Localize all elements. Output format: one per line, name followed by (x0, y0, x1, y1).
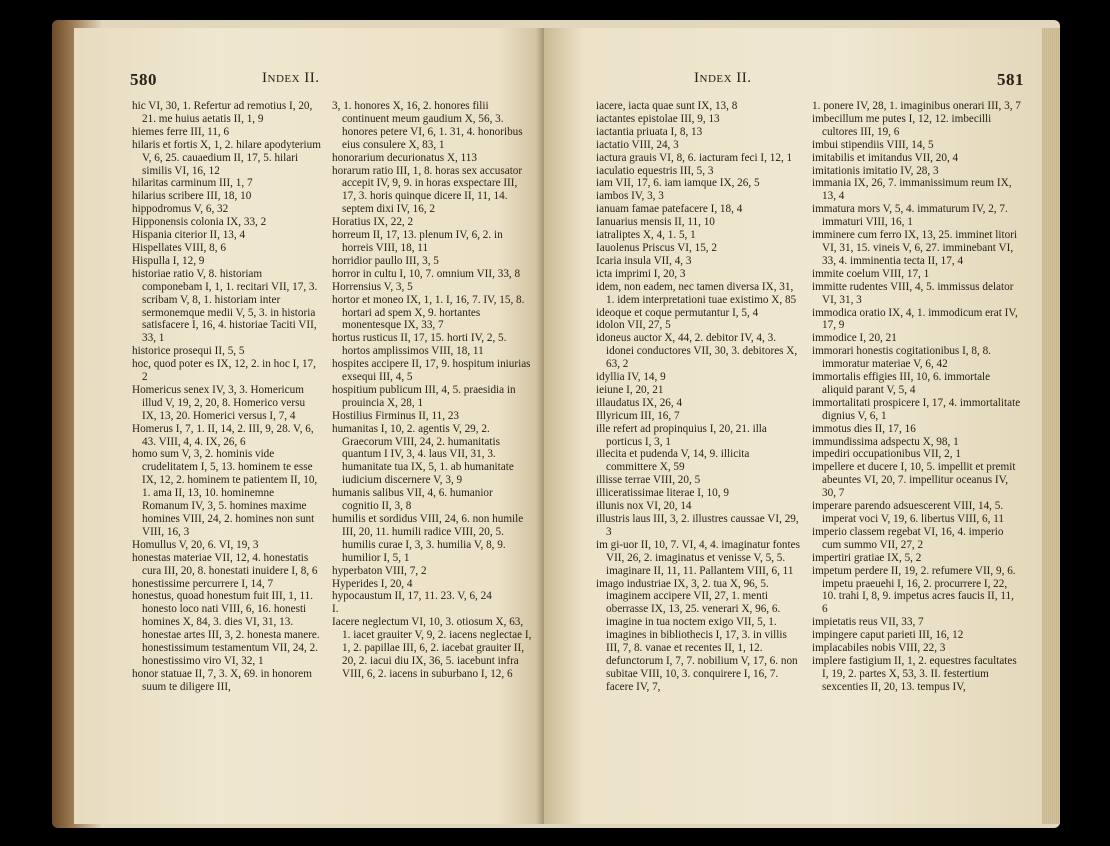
index-entry: immotus dies II, 17, 16 (812, 422, 916, 435)
index-entry: illaudatus IX, 26, 4 (596, 396, 683, 409)
index-entry: immodice I, 20, 21 (812, 332, 897, 345)
index-entry: Ianuarius mensis II, 11, 10 (596, 216, 715, 229)
index-entry: idem, non eadem, nec tamen diversa IX, 31, 1. idem interpretationi tuae existimo X, 85 (596, 280, 797, 306)
index-entry: im gi-uor II, 10, 7. VI, 4, 4. imaginatur fontes VII, 26, 2. imaginatus et venisse V, 5, 5. imaginare II, 11, 11. Pallantem VIII, 6, 11 (596, 538, 800, 577)
right-column-2 (812, 100, 1022, 694)
index-entry: immortalis effigies III, 10, 6. immortale aliquid parant V, 5, 4 (812, 371, 991, 396)
open-book (52, 20, 1060, 828)
index-entry: Hyperides I, 20, 4 (332, 577, 413, 590)
index-entry: Homullus V, 20, 6. VI, 19, 3 (132, 538, 259, 551)
index-entry: ille refert ad propinquius I, 20, 21. illa porticus I, 3, 1 (596, 422, 767, 448)
index-entry: immundissima adspectu X, 98, 1 (812, 435, 959, 448)
index-entry: 3, 1. honores X, 16, 2. honores filii continuent meum gaudium X, 56, 3. honores petere VI, 6, 1. 31, 4. honoribus eius consulere X, 83, 1 (332, 100, 523, 151)
index-entry: imperare parendo adsuescerent VIII, 14, 5. imperat voci V, 19, 6. libertus VIII, 6, 11 (812, 500, 1004, 525)
index-entry: implere fastigium II, 1, 2. equestres facultates I, 19, 2. partes X, 53, 3. II. festertium sexcenties II, 20, 13. tempus IV, (812, 654, 1017, 693)
index-entry: impingere caput parieti III, 16, 12 (812, 629, 964, 642)
index-entry: immite coelum VIII, 17, 1 (812, 267, 930, 280)
index-entry: hospitium publicum III, 4, 5. praesidia in prouincia X, 28, 1 (332, 383, 516, 409)
index-entry: historice prosequi II, 5, 5 (132, 345, 245, 358)
index-entry: implacabiles nobis VIII, 22, 3 (812, 642, 946, 655)
index-entry: Iauolenus Priscus VI, 15, 2 (596, 241, 717, 254)
index-entry: Hispellates VIII, 8, 6 (132, 241, 226, 254)
index-entry: impetum perdere II, 19, 2. refumere VII, 9, 6. impetu praeuehi I, 16, 2. procurrere I, 22, 10. trahi I, 8, 9. impetus acres faucis II, 11, 6 (812, 564, 1016, 616)
index-entry: idoneus auctor X, 44, 2. debitor IV, 4, 3. idonei conductores VII, 30, 3. debitores X, 63, 2 (596, 332, 798, 371)
index-entry: imago industriae IX, 3, 2. tua X, 96, 5. imaginem accipere VII, 27, 1. menti oberrasse IX, 13, 25. venerari X, 96, 6. imagine in tua noctem exigo VII, 5, 1. imagines in bibliothecis I, 17, 3. in villis III, 7, 8. vanae et recentes II, 1, 12. defunctorum I, 7, 7. nobilium V, 17, 6. non subitae VIII, 10, 3. conquirere I, 16, 7. facere IV, 7, (596, 577, 798, 693)
index-entry: iactantes epistolae III, 9, 13 (596, 112, 720, 125)
index-entry: Hostilius Firminus II, 11, 23 (332, 409, 460, 422)
index-entry: hiemes ferre III, 11, 6 (132, 125, 230, 138)
index-entry: iactantia priuata I, 8, 13 (596, 125, 703, 138)
index-entry: iambos IV, 3, 3 (596, 190, 664, 203)
index-entry: immorari honestis cogitationibus I, 8, 8. immoratur materiae V, 6, 42 (812, 345, 991, 371)
index-entry: horreum II, 17, 13. plenum IV, 6, 2. in horreis VIII, 18, 11 (332, 229, 503, 254)
index-entry: iactatio VIII, 24, 3 (596, 138, 679, 151)
index-entry: historiae ratio V, 8. historiam componebam I, 1, 1. recitari VII, 17, 3. scribam V, 8, 1. historiam inter sermonemque medii V, 5, 3. in historia satisfacere I, 16, 4. historiae Taciti VII, 33, 1 (132, 267, 318, 345)
index-entry: illunis nox VI, 20, 14 (596, 500, 692, 513)
index-entry: imitationis imitatio IV, 28, 3 (812, 164, 939, 177)
index-entry: homo sum V, 3, 2. hominis vide crudelitatem I, 5, 13. hominem te esse IX, 12, 2. hominem te patientem II, 10, 1. ama II, 13, 10. hominemne Romanum IV, 3, 5. homines maxime homines VIII, 24, 2. homines non sunt VIII, 16, 3 (132, 448, 318, 538)
left-page-number: 580 (130, 70, 157, 89)
index-entry: immania IX, 26, 7. immanissimum reum IX, 13, 4 (812, 177, 1012, 203)
index-entry: horror in cultu I, 10, 7. omnium VII, 33, 8 (332, 267, 521, 280)
right-running-head (694, 70, 1024, 87)
index-entry: icta imprimi I, 20, 3 (596, 267, 686, 280)
index-entry: idolon VII, 27, 5 (596, 319, 671, 332)
index-entry: iactura grauis VI, 8, 6. iacturam feci I, 12, 1 (596, 151, 793, 164)
index-entry: illustris laus III, 3, 2. illustres caussae VI, 29, 3 (596, 513, 799, 538)
index-entry: Homerus I, 7, 1. II, 14, 2. III, 9, 28. V, 6, 43. VIII, 4, 4. IX, 26, 6 (132, 422, 314, 448)
index-entry: honestissime percurrere I, 14, 7 (132, 577, 274, 590)
index-entry: imitabilis et imitandus VII, 20, 4 (812, 151, 959, 164)
index-entry: immortalitati prospicere I, 17, 4. immortalitate dignius V, 6, 1 (812, 396, 1021, 422)
index-entry: Illyricum III, 16, 7 (596, 409, 680, 422)
index-entry: iacere, iacta quae sunt IX, 13, 8 (596, 100, 738, 112)
index-entry: honorarium decurionatus X, 113 (332, 151, 477, 164)
index-entry: hortor et moneo IX, 1, 1. I, 16, 7. IV, 15, 8. hortari ad spem X, 9. hortantes monentesque IX, 33, 7 (332, 293, 525, 332)
index-entry: hoc, quod poter es IX, 12, 2. in hoc I, 17, 2 (132, 358, 316, 384)
index-entry: hippodromus V, 6, 32 (132, 203, 229, 216)
index-entry: hypocaustum II, 17, 11. 23. V, 6, 24 (332, 590, 492, 603)
index-entry: imperio classem regebat VI, 16, 4. imperio cum summo VII, 27, 2 (812, 525, 1004, 551)
index-entry: hyperbaton VIII, 7, 2 (332, 564, 427, 577)
left-running-head (130, 70, 530, 90)
index-entry: horridior paullo III, 3, 5 (332, 254, 439, 267)
index-entry: Iacere neglectum VI, 10, 3. otiosum X, 63, 1. iacet grauiter V, 9, 2. iacens neglectae I, 1, 2. papillae III, 6, 2. iacebat grauiter II, 20, 2. iacui diu IX, 36, 5. iacebunt infra VIII, 6, 2. iacens in suburbano I, 12, 6 (332, 616, 532, 680)
index-entry: imbui stipendiis VIII, 14, 5 (812, 138, 934, 151)
page-edges (1042, 28, 1060, 824)
index-entry: Icaria insula VII, 4, 3 (596, 254, 692, 267)
index-entry: impellere et ducere I, 10, 5. impellit et premit abeuntes VI, 20, 7. impellitur oceanus IV, 30, 7 (812, 461, 1016, 500)
left-index-title: Index II. (262, 70, 320, 86)
index-entry: ieiune I, 20, 21 (596, 383, 664, 396)
index-entry: immodica oratio IX, 4, 1. immodicum erat IV, 17, 9 (812, 306, 1018, 332)
index-entry: imbecillum me putes I, 12, 12. imbecilli cultores III, 19, 6 (812, 112, 992, 138)
left-column-1 (132, 100, 322, 694)
index-entry: Hispania citerior II, 13, 4 (132, 229, 246, 242)
index-entry: horarum ratio III, 1, 8. horas sex accusator accepit IV, 9, 9. in horas exspectare III, 17, 3. horis quinque dicere II, 11, 14. septem dixi IV, 16, 2 (332, 164, 523, 216)
index-entry: illisse terrae VIII, 20, 5 (596, 474, 701, 487)
index-entry: hortus rusticus II, 17, 15. horti IV, 2, 5. hortos amplissimos VIII, 18, 11 (332, 332, 507, 358)
index-entry: Hispulla I, 12, 9 (132, 254, 205, 267)
index-entry: Hipponensis colonia IX, 33, 2 (132, 216, 267, 229)
index-entry: 1. ponere IV, 28, 1. imaginibus onerari III, 3, 7 (812, 100, 1021, 112)
left-column-2 (332, 100, 532, 681)
index-entry: humilis et sordidus VIII, 24, 6. non humile III, 20, 11. humili radice VIII, 20, 5. humilis curae I, 3, 3. humilia V, 8, 9. humilior I, 5, 1 (332, 513, 524, 564)
index-entry: I. (332, 603, 339, 616)
index-entry: iaculatio equestris III, 5, 3 (596, 164, 714, 177)
index-entry: impietatis reus VII, 33, 7 (812, 616, 924, 629)
index-entry: impertiri gratiae IX, 5, 2 (812, 551, 922, 564)
index-entry: hospites accipere II, 17, 9. hospitum iniurias exsequi III, 4, 5 (332, 358, 531, 384)
index-entry: humanis salibus VII, 4, 6. humanior cognitio II, 3, 8 (332, 487, 493, 513)
index-entry: impediri occupationibus VII, 2, 1 (812, 448, 961, 461)
index-entry: honestus, quoad honestum fuit III, 1, 11. honesto loco nati VIII, 6, 16. honesti homines X, 84, 3. dies VI, 31, 13. honestae artes III, 3, 2. honesta manere. honestissimum testamentum VII, 24, 2. honestissimo viro VI, 32, 1 (132, 590, 320, 667)
index-entry: honestas materiae VII, 12, 4. honestatis cura III, 20, 8. honestati inuidere I, 8, 6 (132, 551, 318, 577)
right-index-title: Index II. (694, 70, 752, 86)
left-page (74, 28, 544, 824)
right-page (544, 28, 1044, 824)
index-entry: honor statuae II, 7, 3. X, 69. in honorem suum te diligere III, (132, 667, 312, 693)
index-entry: immitte rudentes VIII, 4, 5. immissus delator VI, 31, 3 (812, 280, 1014, 306)
index-entry: iam VII, 17, 6. iam iamque IX, 26, 5 (596, 177, 760, 190)
index-entry: idyllia IV, 14, 9 (596, 371, 666, 384)
index-entry: iatraliptes X, 4, 1. 5, 1 (596, 229, 696, 242)
index-entry: humanitas I, 10, 2. agentis V, 29, 2. Graecorum VIII, 24, 2. humanitatis quantum I IV, 3, 4. laus VII, 31, 3. humanitate tua IX, 5, 1. ab humanitate iudicium discernere V, 3, 9 (332, 422, 514, 487)
index-entry: Homericus senex IV, 3, 3. Homericum illud V, 19, 2, 20, 8. Homerico versu IX, 13, 20. Homerici versus I, 7, 4 (132, 383, 306, 422)
right-column-1 (596, 100, 801, 694)
index-entry: hic VI, 30, 1. Refertur ad remotius I, 20, 21. me huius aetatis II, 1, 9 (132, 100, 313, 125)
index-entry: Horatius IX, 22, 2 (332, 216, 414, 229)
right-page-number: 581 (997, 70, 1024, 89)
index-entry: imminere cum ferro IX, 13, 25. imminet litori VI, 31, 15. vineis V, 6, 27. imminebant VI, 33, 4. imminentia tecta II, 17, 4 (812, 229, 1018, 267)
index-entry: ideoque et coque permutantur I, 5, 4 (596, 306, 759, 319)
index-entry: illecita et pudenda V, 14, 9. illicita committere X, 59 (596, 448, 750, 474)
index-entry: ianuam famae patefacere I, 18, 4 (596, 203, 743, 216)
index-entry: hilaritas carminum III, 1, 7 (132, 177, 253, 190)
index-entry: illiceratissimae literae I, 10, 9 (596, 487, 729, 500)
index-entry: Horrensius V, 3, 5 (332, 280, 413, 293)
index-entry: immatura mors V, 5, 4. immaturum IV, 2, 7. immaturi VIII, 16, 1 (812, 203, 1008, 229)
index-entry: hilaris et fortis X, 1, 2. hilare apodyterium V, 6, 25. cauaedium II, 17, 5. hilari similis VI, 16, 12 (132, 138, 321, 177)
index-entry: hilarius scribere III, 18, 10 (132, 190, 252, 203)
